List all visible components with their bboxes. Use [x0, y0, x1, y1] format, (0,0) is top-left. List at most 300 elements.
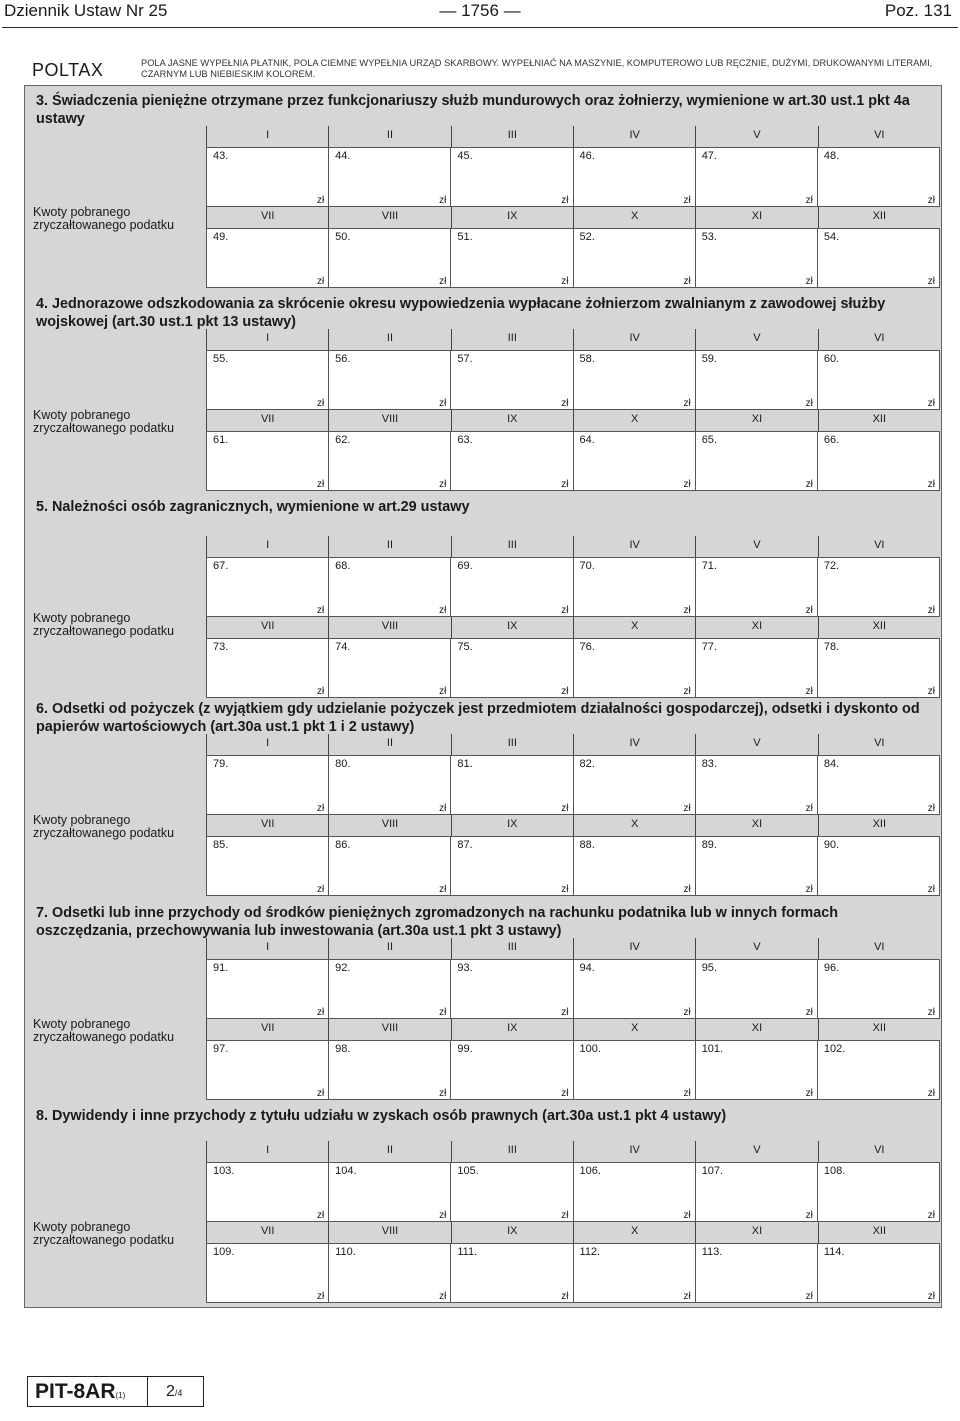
amount-field[interactable]	[695, 1040, 817, 1100]
amount-field[interactable]	[817, 638, 940, 698]
currency-label: zł	[683, 276, 691, 287]
month-header-row	[206, 126, 940, 147]
month-label: VIII	[328, 815, 450, 836]
amount-field[interactable]	[695, 1162, 817, 1222]
month-label: VII	[206, 815, 328, 836]
month-label: X	[573, 617, 695, 638]
kwoty-label-line-1: Kwoty pobranego	[33, 408, 131, 422]
month-label: VIII	[328, 1019, 450, 1040]
currency-label: zł	[805, 1210, 813, 1221]
amount-field[interactable]	[328, 755, 450, 815]
amount-field[interactable]	[206, 1040, 328, 1100]
amount-field[interactable]	[450, 959, 572, 1019]
amount-field[interactable]	[695, 228, 817, 288]
amount-field[interactable]	[450, 431, 572, 491]
month-label: XII	[818, 207, 940, 228]
field-number: 111.	[457, 1246, 478, 1258]
amount-field[interactable]	[695, 557, 817, 617]
field-number: 98.	[335, 1043, 351, 1055]
amount-row	[206, 836, 940, 896]
field-number: 76.	[579, 641, 595, 653]
amount-field[interactable]	[328, 1162, 450, 1222]
month-label: V	[695, 1141, 817, 1162]
amount-field[interactable]	[573, 350, 695, 410]
amount-field[interactable]	[206, 959, 328, 1019]
amount-field[interactable]	[450, 638, 572, 698]
currency-label: zł	[683, 803, 691, 814]
section-4	[25, 289, 941, 492]
amount-row	[206, 431, 940, 491]
amount-field[interactable]	[206, 755, 328, 815]
amount-field[interactable]	[695, 147, 817, 207]
currency-label: zł	[683, 686, 691, 697]
month-label: X	[573, 410, 695, 431]
page-number: 2	[166, 1383, 175, 1400]
field-number: 50.	[335, 231, 351, 243]
amount-field[interactable]	[206, 638, 328, 698]
field-number: 43.	[213, 150, 229, 162]
amount-field[interactable]	[206, 557, 328, 617]
kwoty-label	[33, 814, 174, 840]
currency-label: zł	[927, 479, 936, 490]
header-center: — 1756 —	[439, 1, 521, 20]
header-rule	[2, 27, 958, 28]
page-total: /4	[174, 1388, 183, 1398]
currency-label: zł	[805, 1291, 813, 1302]
amount-row	[206, 638, 940, 698]
currency-label: zł	[439, 398, 447, 409]
currency-label: zł	[439, 803, 447, 814]
month-header-row	[206, 938, 940, 959]
amount-field[interactable]	[573, 755, 695, 815]
form-variant: (1)	[115, 1391, 126, 1400]
month-label: XI	[695, 815, 817, 836]
field-number: 53.	[701, 231, 717, 243]
amount-field[interactable]	[817, 755, 940, 815]
field-number: 95.	[701, 962, 717, 974]
currency-label: zł	[316, 195, 325, 206]
month-header-row	[206, 1019, 940, 1040]
field-number: 80.	[335, 758, 351, 770]
field-number: 97.	[213, 1043, 229, 1055]
field-number: 57.	[457, 353, 473, 365]
currency-label: zł	[927, 803, 936, 814]
amount-field[interactable]	[450, 557, 572, 617]
amount-field[interactable]	[206, 836, 328, 896]
currency-label: zł	[927, 1291, 936, 1302]
month-label: II	[328, 734, 450, 755]
field-number: 110.	[335, 1246, 356, 1258]
field-number: 103.	[213, 1165, 235, 1177]
currency-label: zł	[805, 605, 813, 616]
currency-label: zł	[927, 398, 936, 409]
field-number: 106.	[579, 1165, 601, 1177]
currency-label: zł	[683, 1291, 691, 1302]
amount-row	[206, 557, 940, 617]
field-number: 73.	[213, 641, 229, 653]
field-number: 58.	[579, 353, 595, 365]
field-number: 85.	[213, 839, 229, 851]
field-number: 89.	[701, 839, 717, 851]
field-number: 59.	[701, 353, 717, 365]
amount-row	[206, 1243, 940, 1303]
currency-label: zł	[805, 884, 813, 895]
amount-field[interactable]	[450, 755, 572, 815]
field-number: 112.	[579, 1246, 601, 1258]
currency-label: zł	[927, 1210, 936, 1221]
kwoty-label-line-2: zryczałtowanego podatku	[33, 1030, 175, 1044]
currency-label: zł	[683, 884, 691, 895]
month-label: IX	[451, 1222, 573, 1243]
field-number: 49.	[213, 231, 229, 243]
form	[24, 85, 942, 1308]
month-header-row	[206, 207, 940, 228]
field-number: 54.	[823, 231, 840, 243]
month-label: XII	[818, 410, 940, 431]
amount-field[interactable]	[817, 1162, 940, 1222]
field-number: 75.	[457, 641, 473, 653]
field-number: 105.	[457, 1165, 479, 1177]
month-label: IV	[573, 938, 695, 959]
currency-label: zł	[439, 1210, 447, 1221]
amount-field[interactable]	[328, 959, 450, 1019]
kwoty-label	[33, 1221, 174, 1247]
currency-label: zł	[316, 276, 325, 287]
field-number: 77.	[701, 641, 717, 653]
section-title: 6. Odsetki od pożyczek (z wyjątkiem gdy udzielanie pożyczek jest przedmiotem działalności gospodarczej), odsetki i dyskonto od papierów wartościowych (art.30a ust.1 pkt 1 i 2 ustawy)	[36, 701, 920, 735]
amount-field[interactable]	[695, 638, 817, 698]
currency-label: zł	[561, 1210, 569, 1221]
kwoty-label	[33, 206, 174, 232]
field-number: 90.	[823, 839, 840, 851]
amount-field[interactable]	[450, 147, 572, 207]
section-title: 4. Jednorazowe odszkodowania za skrócenie okresu wypowiedzenia wypłacane żołnierzom zwalnianym z zawodowej służby wojskowej (art.30 ust.1 pkt 13 ustawy)	[36, 296, 886, 330]
month-label: VIII	[328, 617, 450, 638]
month-label: III	[451, 536, 573, 557]
section-8	[25, 1101, 941, 1304]
currency-label: zł	[561, 398, 569, 409]
currency-label: zł	[561, 479, 569, 490]
month-label: V	[695, 734, 817, 755]
amount-field[interactable]	[450, 836, 572, 896]
amount-row	[206, 755, 940, 815]
field-number: 91.	[213, 962, 229, 974]
kwoty-label-line-1: Kwoty pobranego	[33, 1017, 131, 1031]
field-number: 68.	[335, 560, 351, 572]
field-number: 107.	[701, 1165, 724, 1177]
kwoty-label-line-2: zryczałtowanego podatku	[33, 421, 175, 435]
month-header-row	[206, 734, 940, 755]
amount-field[interactable]	[695, 959, 817, 1019]
month-label: V	[695, 938, 817, 959]
field-number: 55.	[213, 353, 229, 365]
field-number: 71.	[701, 560, 717, 572]
field-number: 66.	[823, 434, 840, 446]
amount-field[interactable]	[817, 228, 940, 288]
amount-field[interactable]	[328, 350, 450, 410]
currency-label: zł	[316, 1210, 325, 1221]
amount-field[interactable]	[573, 1162, 695, 1222]
month-label: X	[573, 1222, 695, 1243]
amount-field[interactable]	[450, 1040, 572, 1100]
currency-label: zł	[561, 1291, 569, 1302]
currency-label: zł	[927, 605, 936, 616]
currency-label: zł	[316, 398, 325, 409]
field-number: 44.	[335, 150, 351, 162]
field-number: 56.	[335, 353, 351, 365]
page-indicator	[166, 1377, 182, 1408]
currency-label: zł	[683, 1088, 691, 1099]
currency-label: zł	[927, 276, 936, 287]
month-header-row	[206, 1141, 940, 1162]
amount-field[interactable]	[450, 1243, 572, 1303]
amount-field[interactable]	[695, 1243, 817, 1303]
amount-field[interactable]	[695, 755, 817, 815]
amount-field[interactable]	[573, 431, 695, 491]
month-label: III	[451, 1141, 573, 1162]
month-label: IV	[573, 329, 695, 350]
field-number: 92.	[335, 962, 351, 974]
month-label: VI	[818, 536, 940, 557]
amount-row	[206, 147, 940, 207]
amount-field[interactable]	[328, 147, 450, 207]
month-label: VI	[818, 329, 940, 350]
month-label: XI	[695, 207, 817, 228]
amount-field[interactable]	[817, 147, 940, 207]
month-header-row	[206, 815, 940, 836]
amount-field[interactable]	[328, 228, 450, 288]
field-number: 84.	[823, 758, 840, 770]
kwoty-label	[33, 1018, 174, 1044]
month-label: VIII	[328, 207, 450, 228]
amount-row	[206, 1040, 940, 1100]
field-number: 100.	[579, 1043, 601, 1055]
amount-field[interactable]	[206, 1162, 328, 1222]
currency-label: zł	[316, 1007, 325, 1018]
month-label: III	[451, 126, 573, 147]
currency-label: zł	[439, 884, 447, 895]
section-5	[25, 492, 941, 695]
month-label: II	[328, 329, 450, 350]
currency-label: zł	[316, 686, 325, 697]
field-number: 93.	[457, 962, 473, 974]
field-number: 60.	[823, 353, 840, 365]
month-header-row	[206, 1222, 940, 1243]
field-number: 51.	[457, 231, 473, 243]
month-label: VI	[818, 734, 940, 755]
currency-label: zł	[683, 195, 691, 206]
kwoty-label-line-2: zryczałtowanego podatku	[33, 1233, 175, 1247]
amount-field[interactable]	[817, 1243, 940, 1303]
amount-field[interactable]	[817, 1040, 940, 1100]
field-number: 46.	[579, 150, 595, 162]
currency-label: zł	[561, 884, 569, 895]
currency-label: zł	[805, 1007, 813, 1018]
month-label: XII	[818, 1019, 940, 1040]
month-label: XII	[818, 617, 940, 638]
amount-field[interactable]	[328, 431, 450, 491]
field-number: 65.	[701, 434, 717, 446]
month-label: I	[206, 536, 328, 557]
month-label: IV	[573, 126, 695, 147]
month-label: I	[206, 1141, 328, 1162]
month-label: V	[695, 126, 817, 147]
field-number: 109.	[213, 1246, 235, 1258]
currency-label: zł	[439, 686, 447, 697]
month-label: X	[573, 815, 695, 836]
amount-field[interactable]	[206, 431, 328, 491]
field-number: 61.	[213, 434, 229, 446]
currency-label: zł	[683, 1007, 691, 1018]
field-number: 87.	[457, 839, 473, 851]
amount-row	[206, 959, 940, 1019]
month-label: XI	[695, 410, 817, 431]
month-label: V	[695, 536, 817, 557]
currency-label: zł	[805, 276, 813, 287]
amount-field[interactable]	[695, 431, 817, 491]
currency-label: zł	[561, 1088, 569, 1099]
month-header-row	[206, 536, 940, 557]
currency-label: zł	[316, 605, 325, 616]
currency-label: zł	[561, 803, 569, 814]
currency-label: zł	[927, 686, 936, 697]
currency-label: zł	[805, 479, 813, 490]
amount-field[interactable]	[573, 836, 695, 896]
month-header-row	[206, 410, 940, 431]
amount-field[interactable]	[573, 557, 695, 617]
kwoty-label-line-2: zryczałtowanego podatku	[33, 826, 175, 840]
month-label: IV	[573, 1141, 695, 1162]
currency-label: zł	[805, 398, 813, 409]
month-label: VIII	[328, 1222, 450, 1243]
month-label: XI	[695, 1019, 817, 1040]
currency-label: zł	[683, 1210, 691, 1221]
field-number: 63.	[457, 434, 473, 446]
field-number: 70.	[579, 560, 595, 572]
section-title: 7. Odsetki lub inne przychody od środków pieniężnych zgromadzonych na rachunku podatnika lub w innych formach oszczędzania, przechowywania lub inwestowania (art.30a ust.1 pkt 3 ustawy)	[36, 905, 838, 939]
month-label: V	[695, 329, 817, 350]
month-label: II	[328, 938, 450, 959]
amount-field[interactable]	[328, 557, 450, 617]
amount-field[interactable]	[450, 1162, 572, 1222]
field-number: 114.	[823, 1246, 845, 1258]
kwoty-label	[33, 409, 174, 435]
amount-field[interactable]	[817, 350, 940, 410]
amount-field[interactable]	[450, 350, 572, 410]
month-label: X	[573, 1019, 695, 1040]
kwoty-label-line-2: zryczałtowanego podatku	[33, 218, 175, 232]
month-label: XI	[695, 617, 817, 638]
amount-field[interactable]	[817, 959, 940, 1019]
section-title: 8. Dywidendy i inne przychody z tytułu udziału w zyskach osób prawnych (art.30a ust.1 pkt 4 ustawy)	[36, 1108, 727, 1124]
amount-field[interactable]	[573, 959, 695, 1019]
month-label: IX	[451, 410, 573, 431]
amount-field[interactable]	[817, 836, 940, 896]
field-number: 94.	[579, 962, 595, 974]
month-label: VII	[206, 1019, 328, 1040]
amount-field[interactable]	[206, 147, 328, 207]
amount-field[interactable]	[695, 350, 817, 410]
amount-field[interactable]	[573, 147, 695, 207]
month-label: IX	[451, 207, 573, 228]
month-label: VI	[818, 1141, 940, 1162]
brand: POLTAX	[32, 60, 104, 80]
section-title: 3. Świadczenia pieniężne otrzymane przez funkcjonariuszy służb mundurowych oraz żołnierzy, wymienione w art.30 ust.1 pkt 4a ustawy	[36, 93, 910, 127]
field-number: 82.	[579, 758, 595, 770]
section-title: 5. Należności osób zagranicznych, wymienione w art.29 ustawy	[36, 499, 470, 515]
month-label: I	[206, 329, 328, 350]
field-number: 47.	[701, 150, 717, 162]
instructions: POLA JASNE WYPEŁNIA PŁATNIK, POLA CIEMNE WYPEŁNIA URZĄD SKARBOWY. WYPEŁNIAĆ NA MASZYNIE, KOMPUTEROWO LUB RĘCZNIE, DUŻYMI, DRUKOWANYMI LITERAMI, CZARNYM LUB NIEBIESKIM KOLOREM.	[141, 58, 933, 79]
amount-field[interactable]	[328, 836, 450, 896]
currency-label: zł	[316, 884, 325, 895]
month-header-row	[206, 329, 940, 350]
amount-field[interactable]	[206, 350, 328, 410]
month-label: VI	[818, 126, 940, 147]
field-number: 78.	[823, 641, 840, 653]
currency-label: zł	[683, 605, 691, 616]
currency-label: zł	[805, 195, 813, 206]
amount-field[interactable]	[450, 228, 572, 288]
field-number: 45.	[457, 150, 473, 162]
month-label: II	[328, 1141, 450, 1162]
field-number: 104.	[335, 1165, 357, 1177]
field-number: 83.	[701, 758, 717, 770]
kwoty-label-line-1: Kwoty pobranego	[33, 611, 131, 625]
currency-label: zł	[439, 1007, 447, 1018]
currency-label: zł	[316, 803, 325, 814]
month-header-row	[206, 617, 940, 638]
field-number: 102.	[823, 1043, 846, 1055]
field-number: 67.	[213, 560, 229, 572]
amount-field[interactable]	[328, 1243, 450, 1303]
month-label: VII	[206, 410, 328, 431]
month-label: X	[573, 207, 695, 228]
amount-field[interactable]	[573, 638, 695, 698]
currency-label: zł	[561, 276, 569, 287]
currency-label: zł	[561, 195, 569, 206]
currency-label: zł	[316, 1088, 325, 1099]
amount-field[interactable]	[573, 228, 695, 288]
amount-field[interactable]	[817, 431, 940, 491]
amount-field[interactable]	[817, 557, 940, 617]
amount-field[interactable]	[573, 1243, 695, 1303]
month-label: IX	[451, 815, 573, 836]
month-label: XII	[818, 815, 940, 836]
amount-field[interactable]	[206, 228, 328, 288]
field-number: 52.	[579, 231, 595, 243]
amount-field[interactable]	[206, 1243, 328, 1303]
amount-field[interactable]	[328, 1040, 450, 1100]
amount-field[interactable]	[573, 1040, 695, 1100]
section-6	[25, 694, 941, 897]
amount-field[interactable]	[695, 836, 817, 896]
form-name	[28, 1377, 148, 1406]
month-label: II	[328, 126, 450, 147]
month-label: III	[451, 329, 573, 350]
amount-field[interactable]	[328, 638, 450, 698]
field-number: 99.	[457, 1043, 473, 1055]
currency-label: zł	[316, 479, 325, 490]
month-label: XI	[695, 1222, 817, 1243]
currency-label: zł	[927, 1007, 936, 1018]
month-label: VIII	[328, 410, 450, 431]
field-number: 64.	[579, 434, 595, 446]
currency-label: zł	[927, 195, 936, 206]
field-number: 79.	[213, 758, 229, 770]
kwoty-label-line-2: zryczałtowanego podatku	[33, 624, 175, 638]
kwoty-label-line-1: Kwoty pobranego	[33, 205, 131, 219]
